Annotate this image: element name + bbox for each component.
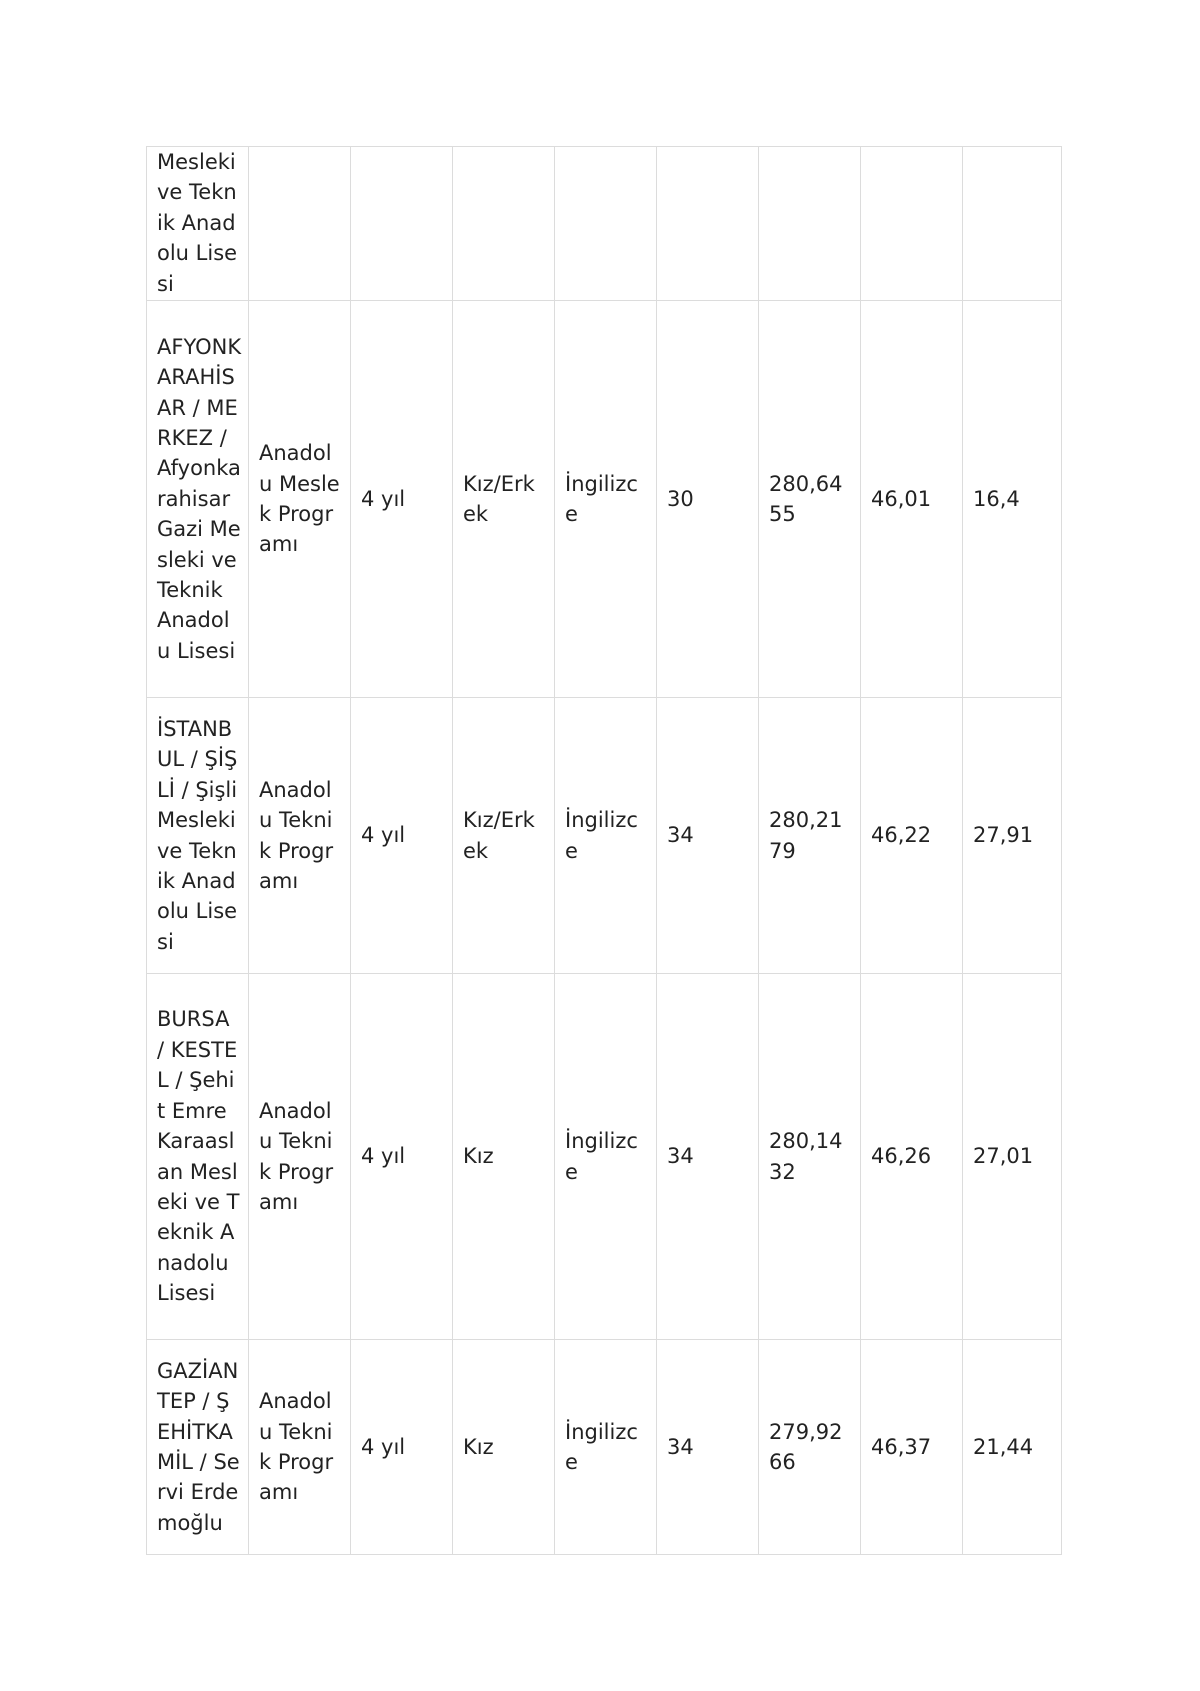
table-row <box>147 974 1062 1340</box>
gender-cell: Kız <box>453 974 555 1340</box>
program-cell: Anadolu Meslek Programı <box>249 301 351 698</box>
duration-cell: 4 yıl <box>351 1340 453 1555</box>
table-row <box>147 698 1062 974</box>
program-cell: Anadolu Teknik Programı <box>249 974 351 1340</box>
school-cell: Mesleki ve Teknik Anadolu Lisesi <box>147 147 249 301</box>
gender-cell <box>453 147 555 301</box>
table-row <box>147 1340 1062 1555</box>
school-cell: BURSA / KESTEL / Şehit Emre Karaaslan Mesleki ve Teknik Anadolu Lisesi <box>147 974 249 1340</box>
school-cell: GAZİANTEP / ŞEHİTKAMİL / Servi Erdemoğlu <box>147 1340 249 1555</box>
school-cell: İSTANBUL / ŞİŞLİ / Şişli Mesleki ve Teknik Anadolu Lisesi <box>147 698 249 974</box>
percentile-b-cell: 27,01 <box>963 974 1062 1340</box>
duration-cell: 4 yıl <box>351 974 453 1340</box>
percentile-a-cell <box>861 147 963 301</box>
program-cell: Anadolu Teknik Programı <box>249 1340 351 1555</box>
duration-cell <box>351 147 453 301</box>
program-cell: Anadolu Teknik Programı <box>249 698 351 974</box>
quota-cell <box>657 147 759 301</box>
score-cell: 280,6455 <box>759 301 861 698</box>
percentile-a-cell: 46,01 <box>861 301 963 698</box>
percentile-b-cell: 27,91 <box>963 698 1062 974</box>
quota-cell: 30 <box>657 301 759 698</box>
percentile-b-cell <box>963 147 1062 301</box>
table-row <box>147 301 1062 698</box>
language-cell: İngilizce <box>555 1340 657 1555</box>
school-quota-table <box>146 146 1062 1555</box>
language-cell: İngilizce <box>555 974 657 1340</box>
duration-cell: 4 yıl <box>351 301 453 698</box>
score-cell: 280,1432 <box>759 974 861 1340</box>
language-cell: İngilizce <box>555 301 657 698</box>
percentile-a-cell: 46,37 <box>861 1340 963 1555</box>
percentile-a-cell: 46,26 <box>861 974 963 1340</box>
score-cell: 279,9266 <box>759 1340 861 1555</box>
percentile-b-cell: 16,4 <box>963 301 1062 698</box>
language-cell <box>555 147 657 301</box>
school-cell: AFYONKARAHİSAR / MERKEZ / Afyonkarahisar Gazi Mesleki ve Teknik Anadolu Lisesi <box>147 301 249 698</box>
quota-cell: 34 <box>657 698 759 974</box>
gender-cell: Kız <box>453 1340 555 1555</box>
quota-cell: 34 <box>657 1340 759 1555</box>
score-cell <box>759 147 861 301</box>
gender-cell: Kız/Erkek <box>453 301 555 698</box>
program-cell <box>249 147 351 301</box>
language-cell: İngilizce <box>555 698 657 974</box>
quota-cell: 34 <box>657 974 759 1340</box>
percentile-b-cell: 21,44 <box>963 1340 1062 1555</box>
table-row <box>147 147 1062 301</box>
duration-cell: 4 yıl <box>351 698 453 974</box>
gender-cell: Kız/Erkek <box>453 698 555 974</box>
score-cell: 280,2179 <box>759 698 861 974</box>
percentile-a-cell: 46,22 <box>861 698 963 974</box>
